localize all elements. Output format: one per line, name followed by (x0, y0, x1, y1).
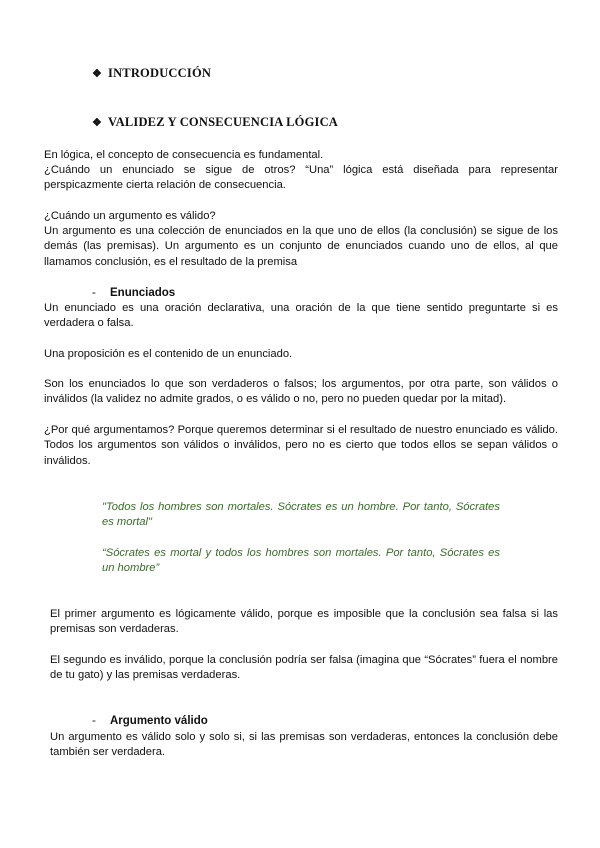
heading-introduccion (92, 66, 211, 82)
heading-text: VALIDEZ Y CONSECUENCIA LÓGICA (108, 115, 339, 129)
subheading-text: Enunciados (110, 287, 176, 299)
paragraph-primer-argumento: El primer argumento es lógicamente válido, porque es imposible que la conclusión sea falsa si las premisas son verdaderas. (50, 608, 558, 636)
dash-bullet-icon: - (92, 287, 96, 299)
paragraph-cuando-enunciado: ¿Cuándo un enunciado se sigue de otros? “Una” lógica está diseñada para representar perspicazmente cierta relación de consecuencia. (44, 164, 558, 192)
subheading-enunciados (92, 286, 175, 301)
diamond-bullet-icon: ❖ (92, 68, 103, 80)
subheading-argumento-valido (92, 714, 208, 729)
paragraph-segundo-argumento: El segundo es inválido, porque la conclusión podría ser falsa (imagina que “Sócrates” fuera el nombre de tu gato) y las premisas verdaderas. (50, 654, 558, 682)
paragraph-cuando-argumento: ¿Cuándo un argumento es válido? (44, 210, 216, 222)
paragraph-argumento-valido-definicion: Un argumento es válido solo y solo si, si las premisas son verdaderas, entonces la conclusión debe también ser verdadera. (50, 731, 558, 759)
paragraph-verdaderos-falsos: Son los enunciados lo que son verdaderos o falsos; los argumentos, por otra parte, son válidos o inválidos (la validez no admite grados, o es válido o no, pero no pueden quedar por la mitad). (44, 378, 558, 406)
paragraph-consecuencia-intro: En lógica, el concepto de consecuencia es fundamental. (44, 149, 324, 161)
subheading-text: Argumento válido (110, 715, 208, 727)
paragraph-por-que-argumentamos: ¿Por qué argumentamos? Porque queremos determinar si el resultado de nuestro enunciado es válido. Todos los argumentos son válidos o inválidos, pero no es cierto que todos ellos se sepan válidos o inválidos. (44, 424, 558, 467)
heading-text: INTRODUCCIÓN (108, 66, 212, 80)
paragraph-proposicion: Una proposición es el contenido de un enunciado. (44, 348, 293, 360)
paragraph-enunciado-definicion: Un enunciado es una oración declarativa, una oración de la que tiene sentido preguntarte si es verdadera o falsa. (44, 302, 558, 330)
quote-example-valid: "Todos los hombres son mortales. Sócrates es un hombre. Por tanto, Sócrates es mortal" (102, 501, 500, 529)
dash-bullet-icon: - (92, 715, 96, 727)
diamond-bullet-icon: ❖ (92, 117, 103, 129)
paragraph-argumento-definicion: Un argumento es una colección de enunciados en la que uno de ellos (la conclusión) se sigue de los demás (las premisas). Un argumento es un conjunto de enunciados cuando uno de ellos, al que llamamos conclusión, es el resultado de la premisa (44, 225, 558, 268)
quote-example-invalid: “Sócrates es mortal y todos los hombres son mortales. Por tanto, Sócrates es un hombre” (102, 547, 500, 575)
heading-validez (92, 115, 338, 131)
